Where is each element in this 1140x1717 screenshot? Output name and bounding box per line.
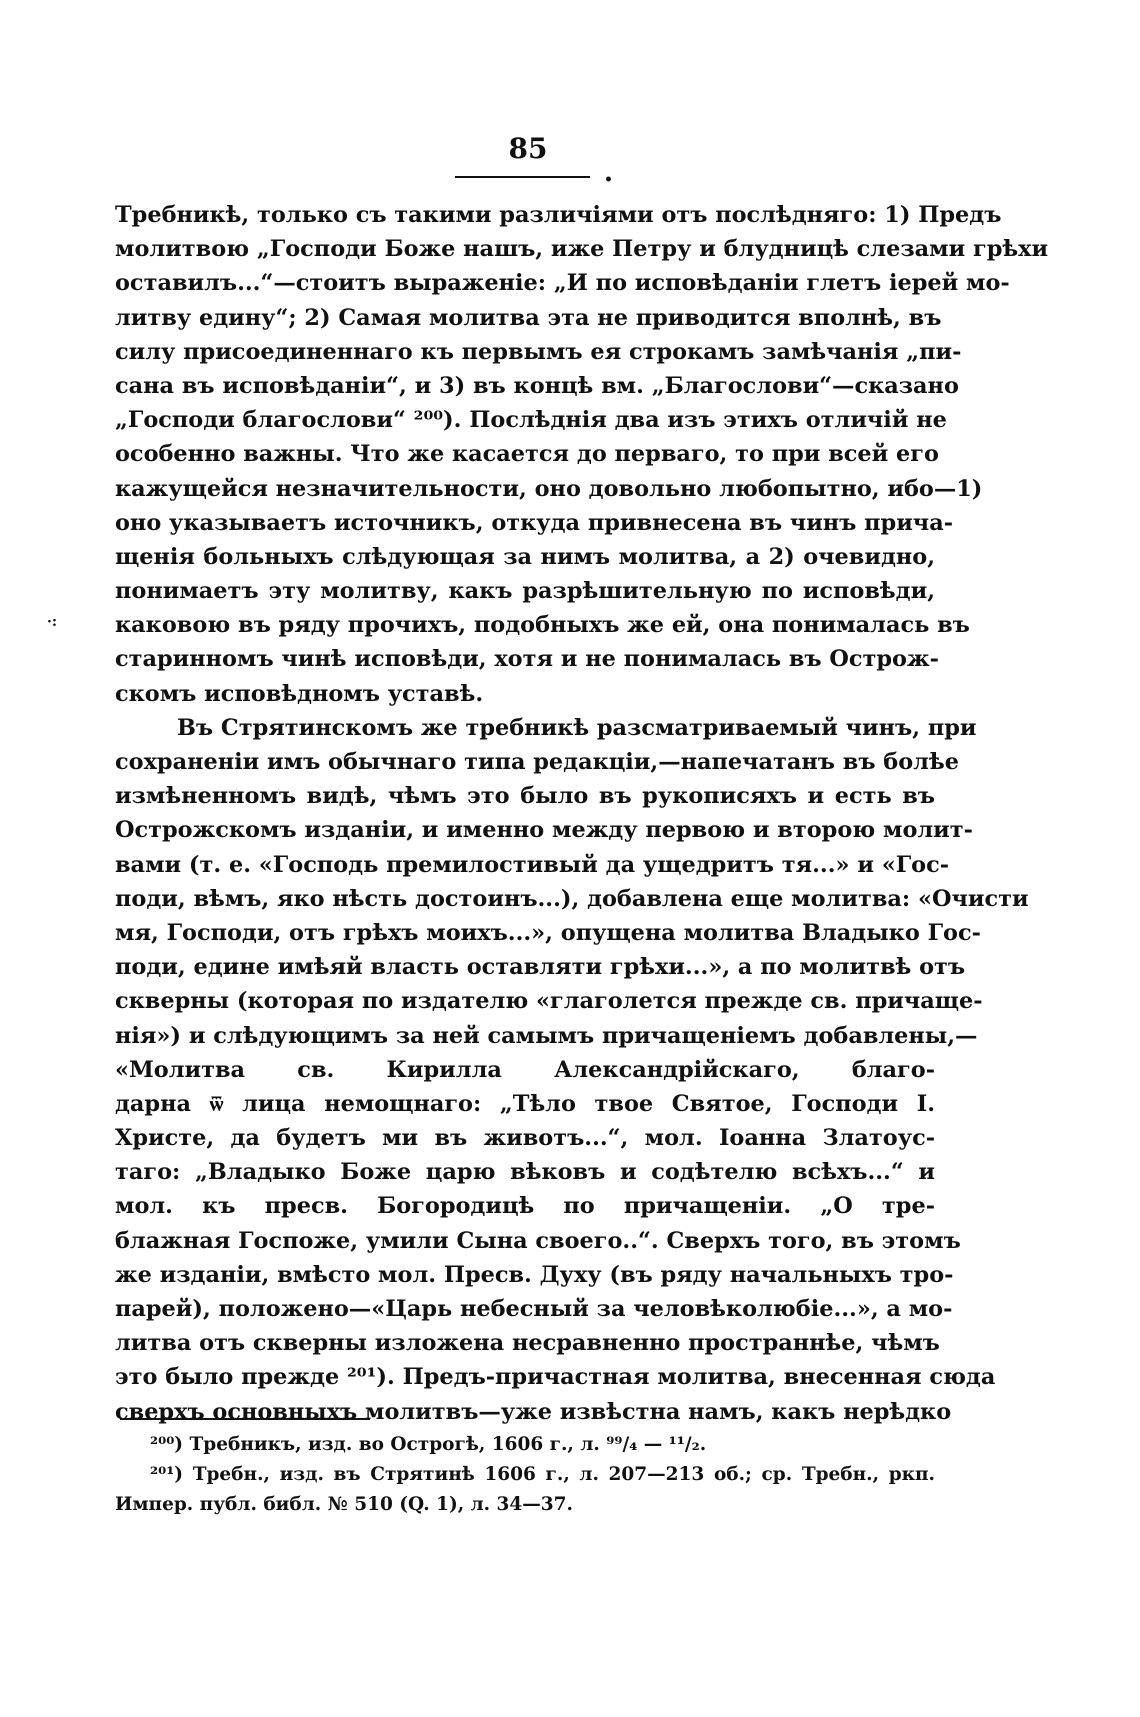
text-line: Острожскомъ изданіи, и именно между первою и второю молит- xyxy=(115,817,973,844)
footnote-201-continued: Импер. публ. библ. № 510 (Q. 1), л. 34—37. xyxy=(115,1494,573,1515)
text-line: «Молитва св. Кирилла Александрійскаго, благо- xyxy=(115,1056,935,1083)
text-line: дарна ѿ лица немощнаго: „Тѣло твое Святое, Господи І. xyxy=(115,1090,935,1117)
footnote-rule xyxy=(120,1418,370,1420)
text-line: нія») и слѣдующимъ за ней самымъ причащеніемъ добавлены,— xyxy=(115,1022,978,1049)
text-line: мол. къ пресв. Богородицѣ по причащеніи. „О тре- xyxy=(115,1193,935,1220)
footnotes xyxy=(115,1430,935,1520)
footnote-200: ²⁰⁰) Требникъ, изд. во Острогѣ, 1606 г., л. ⁹⁹/₄ — ¹¹/₂. xyxy=(150,1434,707,1455)
text-line: измѣненномъ видѣ, чѣмъ это было въ рукописяхъ и есть въ xyxy=(115,783,935,810)
text-line: парей), положено—«Царь небесный за человѣколюбіе...», а мо- xyxy=(115,1296,953,1322)
text-line: скверны (которая по издателю «глаголется прежде св. причаще- xyxy=(115,988,983,1015)
text-line: мя, Господи, отъ грѣхъ моихъ...», опущена молитва Владыко Гос- xyxy=(115,919,981,946)
text-line: силу присоединеннаго къ первымъ ея строкамъ замѣчанія „пи- xyxy=(115,338,962,365)
text-line: литва отъ скверны изложена несравненно пространнѣе, чѣмъ xyxy=(115,1330,940,1357)
body-text xyxy=(115,198,1049,1429)
margin-mark: ·: xyxy=(47,614,58,630)
text-line: „Господи благослови“ ²⁰⁰). Послѣднія два изъ этихъ отличій не xyxy=(115,407,947,434)
text-line: молитвою „Господи Боже нашъ, иже Петру и блудницѣ слезами грѣхи xyxy=(115,236,1049,263)
page-number: 85 xyxy=(508,132,548,165)
text-line: вами (т. е. «Господь премилостивый да ущедритъ тя...» и «Гос- xyxy=(115,851,950,878)
footnote-201: ²⁰¹) Требн., изд. въ Стрятинѣ 1606 г., л. 207—213 об.; ср. Требн., ркп. xyxy=(150,1464,935,1485)
text-line: оно указываетъ источникъ, откуда привнесена въ чинъ прича- xyxy=(115,509,953,536)
text-line: таго: „Владыко Боже царю вѣковъ и содѣтелю всѣхъ...“ и xyxy=(115,1159,935,1186)
text-line: особенно важны. Что же касается до перваго, то при всей его xyxy=(115,441,939,468)
text-line: сана въ исповѣданіи“, и 3) въ концѣ вм. „Благослови“—сказано xyxy=(115,372,959,399)
text-line: кажущейся незначительности, оно довольно любопытно, ибо—1) xyxy=(115,475,983,502)
text-line: скомъ исповѣдномъ уставѣ. xyxy=(115,680,484,707)
text-line: поди, едине имѣяй власть оставляти грѣхи...», а по молитвѣ отъ xyxy=(115,954,966,981)
text-line: Христе, да будетъ ми въ животъ...“, мол. Іоанна Златоус- xyxy=(115,1125,935,1152)
header-rule xyxy=(455,176,590,178)
text-line: сверхъ основныхъ молитвъ—уже извѣстна намъ, какъ нерѣдко xyxy=(115,1398,952,1425)
text-line: старинномъ чинѣ исповѣди, хотя и не понималась въ Острож- xyxy=(115,646,939,673)
text-line: литву едину“; 2) Самая молитва эта не приводится вполнѣ, въ xyxy=(115,304,942,331)
header-dot: • xyxy=(604,172,613,188)
text-line: это было прежде ²⁰¹). Предъ-причастная молитва, внесенная сюда xyxy=(115,1364,996,1391)
text-line: блажная Госпоже, умили Сына своего..“. Сверхъ того, въ этомъ xyxy=(115,1227,961,1254)
text-line: же изданіи, вмѣсто мол. Пресв. Духу (въ ряду начальныхъ тро- xyxy=(115,1261,954,1288)
text-line: сохраненіи имъ обычнаго типа редакціи,—напечатанъ въ болѣе xyxy=(115,749,959,775)
text-line: понимаетъ эту молитву, какъ разрѣшительную по исповѣди, xyxy=(115,578,935,605)
paragraph-start-line: Въ Стрятинскомъ же требникѣ разсматриваемый чинъ, при xyxy=(177,714,977,741)
text-line: оставилъ...“—стоитъ выраженіе: „И по исповѣданіи глетъ іерей мо- xyxy=(115,270,1010,297)
text-line: щенія больныхъ слѣдующая за нимъ молитва, а 2) очевидно, xyxy=(115,543,935,570)
text-line: каковою въ ряду прочихъ, подобныхъ же ей, она понималась въ xyxy=(115,612,970,639)
text-line: Требникѣ, только съ такими различіями отъ послѣдняго: 1) Предъ xyxy=(115,202,1002,228)
text-line: поди, вѣмъ, яко нѣсть достоинъ...), добавлена еще молитва: «Очисти xyxy=(115,885,1029,912)
